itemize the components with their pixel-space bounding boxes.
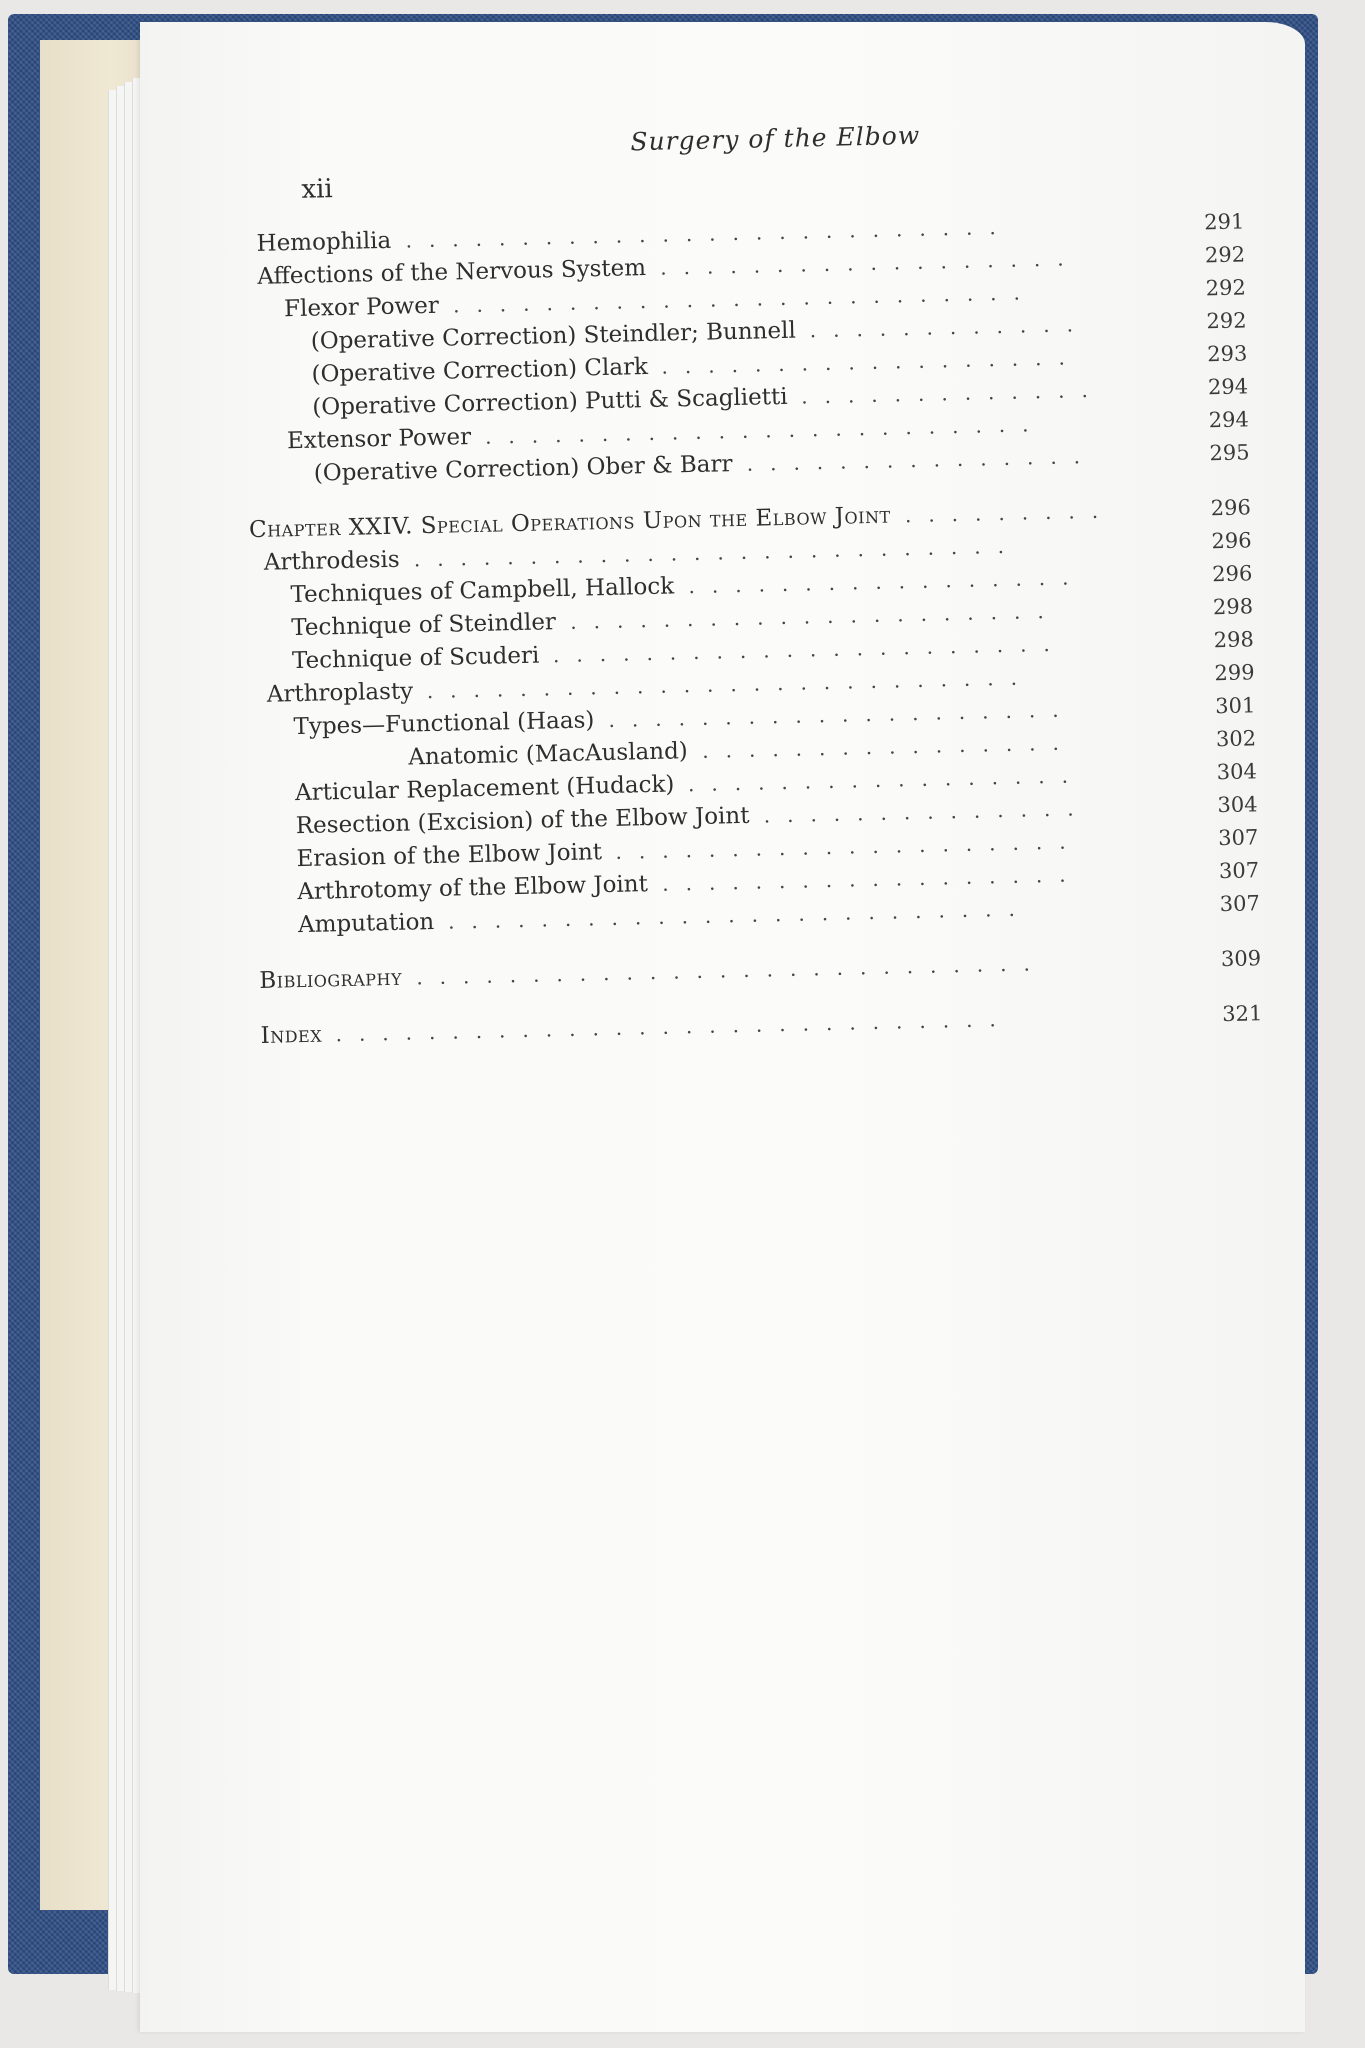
toc-entry-title: Index bbox=[260, 1021, 323, 1049]
table-of-contents bbox=[162, 205, 1280, 1055]
toc-entry-page: 292 bbox=[1205, 275, 1247, 301]
toc-entry-page: 291 bbox=[1203, 209, 1245, 235]
leader-dots: .......................... bbox=[413, 533, 1022, 572]
leader-dots: ................. bbox=[688, 565, 1086, 599]
toc-entry-page: 299 bbox=[1214, 660, 1255, 686]
toc-entry-page: 292 bbox=[1204, 242, 1246, 268]
toc-entry-title: (Operative Correction) Putti & Scaglietti bbox=[312, 383, 788, 421]
toc-entry-title: Amputation bbox=[297, 908, 435, 939]
toc-entry-page: 302 bbox=[1215, 726, 1257, 752]
toc-entry-title: Resection (Excision) of the Elbow Joint bbox=[295, 802, 750, 840]
toc-entry-page: 307 bbox=[1217, 825, 1259, 851]
leader-dots: .................... bbox=[608, 697, 1076, 732]
leader-dots: ..................... bbox=[569, 598, 1061, 634]
leader-dots: .................. bbox=[661, 345, 1083, 379]
toc-entry-title: Extensor Power bbox=[286, 424, 472, 455]
leader-dots: .......................... bbox=[405, 214, 1013, 253]
toc-entry-page: 294 bbox=[1207, 374, 1249, 400]
toc-entry-page: 292 bbox=[1206, 308, 1247, 334]
leader-dots: ................ bbox=[701, 730, 1077, 763]
leader-dots: ............... bbox=[746, 443, 1098, 476]
toc-entry-title: Types—Functional (Haas) bbox=[293, 707, 595, 741]
toc-entry-page: 293 bbox=[1206, 341, 1248, 367]
toc-entry-title: Arthrodesis bbox=[263, 546, 400, 576]
toc-entry-page: 296 bbox=[1210, 495, 1252, 521]
toc-entry-page: 301 bbox=[1214, 693, 1256, 719]
page-number: xii bbox=[301, 174, 334, 205]
toc-entry-page: 309 bbox=[1220, 946, 1262, 972]
leader-dots: ......... bbox=[904, 498, 1116, 528]
leader-dots: .................... bbox=[615, 829, 1083, 864]
toc-entry-title: Technique of Scuderi bbox=[291, 642, 540, 675]
toc-entry-page: 296 bbox=[1211, 528, 1252, 554]
toc-entry-title: Affections of the Nervous System bbox=[257, 255, 647, 290]
toc-entry-page: 307 bbox=[1218, 858, 1260, 884]
toc-entry-page: 294 bbox=[1208, 407, 1250, 433]
toc-entry-title: Hemophilia bbox=[256, 227, 392, 257]
toc-entry-title: (Operative Correction) Steindler; Bunnell bbox=[310, 317, 797, 355]
toc-entry-page: 321 bbox=[1221, 1001, 1263, 1027]
leader-dots: .................. bbox=[659, 246, 1081, 280]
toc-entry-title: Articular Replacement (Hudack) bbox=[294, 771, 675, 807]
leader-dots: ............................. bbox=[335, 1006, 1014, 1047]
toc-entry-title: Technique of Steindler bbox=[291, 609, 557, 642]
leader-dots: ......................... bbox=[452, 280, 1038, 318]
toc-entry-title: Chapter XXIV. Special Operations Upon the Elbow Joint bbox=[248, 502, 891, 544]
leader-dots: ................. bbox=[687, 763, 1086, 797]
toc-entry-title: Flexor Power bbox=[283, 292, 440, 323]
toc-entry-page: 304 bbox=[1217, 792, 1258, 818]
toc-entry-page: 304 bbox=[1216, 759, 1258, 785]
toc-entry-page: 298 bbox=[1212, 594, 1254, 620]
leader-dots: ...................... bbox=[552, 631, 1068, 668]
toc-entry-title: Anatomic (MacAusland) bbox=[408, 738, 689, 771]
leader-dots: ........................... bbox=[416, 951, 1048, 990]
toc-entry-page: 307 bbox=[1219, 891, 1261, 917]
leader-dots: .............. bbox=[763, 796, 1091, 828]
toc-entry-title: Erasion of the Elbow Joint bbox=[296, 839, 603, 873]
toc-entry-title: Bibliography bbox=[259, 964, 403, 994]
toc-entry-title: (Operative Correction) Ober & Barr bbox=[313, 451, 733, 487]
toc-entry-title: Arthroplasty bbox=[266, 678, 414, 708]
leader-dots: ........................ bbox=[484, 411, 1046, 449]
toc-entry-page: 296 bbox=[1211, 561, 1253, 587]
toc-entry-title: Techniques of Campbell, Hallock bbox=[290, 573, 675, 609]
leader-dots: .................. bbox=[661, 862, 1083, 896]
toc-entry-page: 298 bbox=[1213, 627, 1255, 653]
leader-dots: ......................... bbox=[447, 896, 1033, 934]
toc-entry-title: (Operative Correction) Clark bbox=[311, 353, 649, 388]
toc-entry-title: Arthrotomy of the Elbow Joint bbox=[297, 871, 649, 906]
leader-dots: ............ bbox=[809, 311, 1091, 343]
leader-dots: .......................... bbox=[426, 665, 1035, 704]
page-content bbox=[160, 105, 1282, 1130]
toc-entry-page: 295 bbox=[1209, 440, 1250, 466]
leader-dots: ............. bbox=[800, 377, 1106, 409]
running-head: Surgery of the Elbow bbox=[630, 120, 921, 157]
